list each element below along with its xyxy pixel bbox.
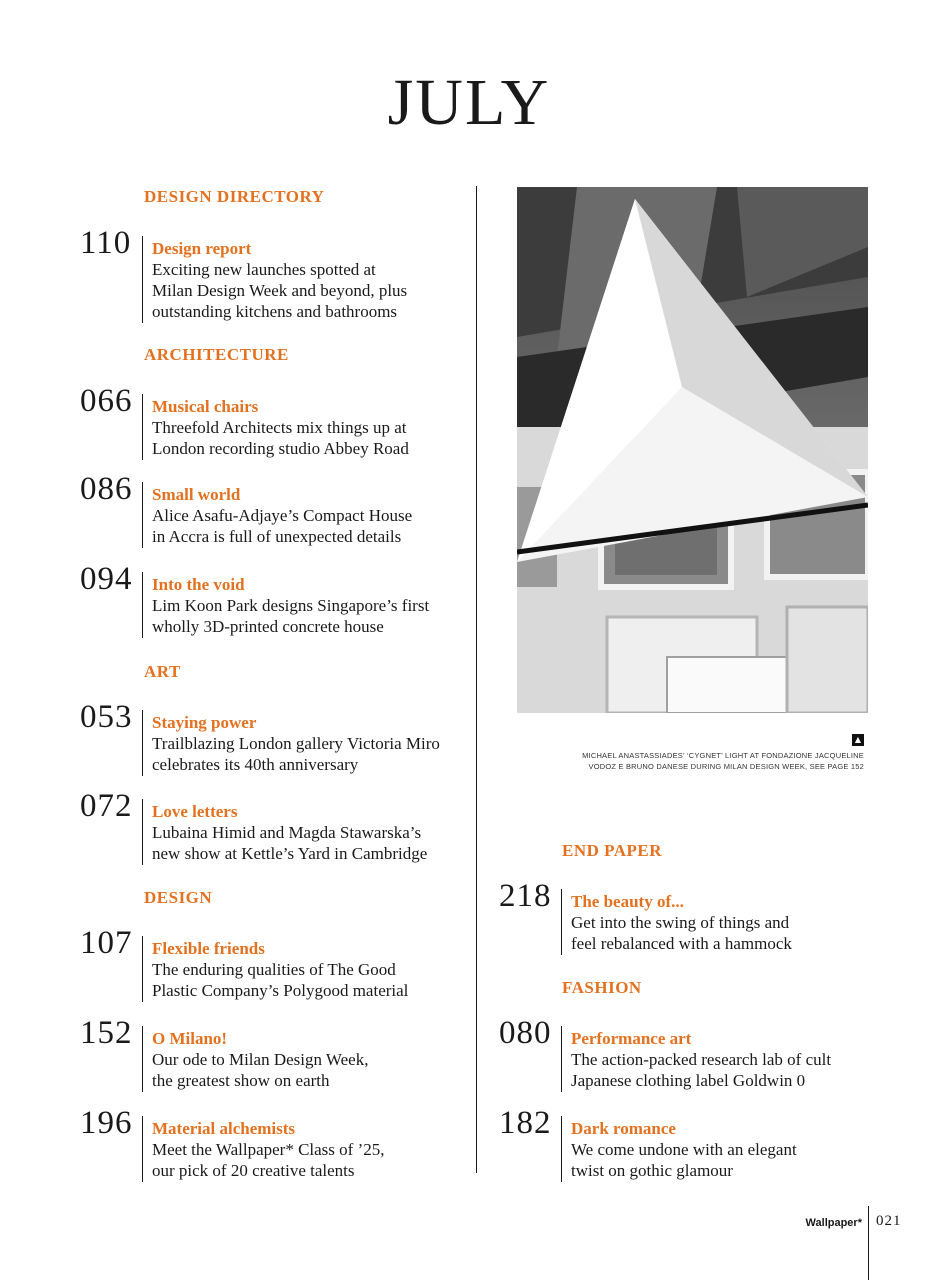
entry-title: Performance art bbox=[571, 1029, 692, 1048]
page-number: 152 bbox=[80, 1015, 133, 1051]
page-number: 110 bbox=[80, 225, 132, 261]
brand-logo: Wallpaper* bbox=[805, 1217, 862, 1229]
entry-title: Flexible friends bbox=[152, 939, 265, 958]
section-design: DESIGN bbox=[144, 888, 213, 907]
entry-title: Dark romance bbox=[571, 1119, 676, 1138]
entry-description: The enduring qualities of The Good Plastic Company’s Polygood material bbox=[152, 960, 409, 1000]
section-design-directory: DESIGN DIRECTORY bbox=[144, 187, 325, 206]
entry-description: Trailblazing London gallery Victoria Miro celebrates its 40th anniversary bbox=[152, 734, 440, 774]
entry-title: Into the void bbox=[152, 575, 245, 594]
column-divider bbox=[476, 186, 477, 1173]
page-number: 196 bbox=[80, 1105, 133, 1141]
entry-title: Love letters bbox=[152, 802, 238, 821]
cygnet-light-photo bbox=[517, 187, 868, 713]
entry-title: Material alchemists bbox=[152, 1119, 296, 1138]
entry-title: The beauty of... bbox=[571, 892, 684, 911]
page-number: 107 bbox=[80, 925, 133, 961]
page-number: 053 bbox=[80, 699, 133, 735]
entry-description: Threefold Architects mix things up at London recording studio Abbey Road bbox=[152, 418, 409, 458]
section-fashion: FASHION bbox=[562, 978, 642, 997]
page-number: 094 bbox=[80, 561, 133, 597]
footer-divider bbox=[868, 1206, 869, 1280]
entry-title: Small world bbox=[152, 485, 241, 504]
entry-title: Design report bbox=[152, 239, 252, 258]
entry-title: Staying power bbox=[152, 713, 257, 732]
page-number: 182 bbox=[499, 1105, 552, 1141]
folio-page-number: 021 bbox=[876, 1213, 902, 1229]
section-end-paper: END PAPER bbox=[562, 841, 663, 860]
entry-description: Lim Koon Park designs Singapore’s first wholly 3D-printed concrete house bbox=[152, 596, 430, 636]
photo-caption: MICHAEL ANASTASSIADES’ ‘CYGNET’ LIGHT AT FONDAZIONE JACQUELINE VODOZ E BRUNO DANESE DURING MILAN DESIGN WEEK, SEE PAGE 152 bbox=[582, 751, 864, 771]
entry-title: O Milano! bbox=[152, 1029, 228, 1048]
entry-description: We come undone with an elegant twist on gothic glamour bbox=[571, 1140, 797, 1180]
entry-description: Exciting new launches spotted at Milan Design Week and beyond, plus outstanding kitchens and bathrooms bbox=[152, 260, 408, 321]
page-number: 218 bbox=[499, 878, 552, 914]
page-number: 086 bbox=[80, 471, 133, 507]
entry-description: Our ode to Milan Design Week, the greatest show on earth bbox=[152, 1050, 369, 1090]
entry-title: Musical chairs bbox=[152, 397, 259, 416]
page-number: 066 bbox=[80, 383, 133, 419]
entry-description: Alice Asafu-Adjaye’s Compact House in Accra is full of unexpected details bbox=[152, 506, 413, 546]
page-title: JULY bbox=[387, 66, 551, 139]
arrow-up-icon: ▲ bbox=[852, 734, 864, 746]
section-architecture: ARCHITECTURE bbox=[144, 345, 289, 364]
entry-description: The action-packed research lab of cult Japanese clothing label Goldwin 0 bbox=[571, 1050, 832, 1090]
page-number: 080 bbox=[499, 1015, 552, 1051]
page-number: 072 bbox=[80, 788, 133, 824]
section-art: ART bbox=[144, 662, 181, 681]
entry-description: Get into the swing of things and feel rebalanced with a hammock bbox=[571, 913, 792, 953]
entry-description: Meet the Wallpaper* Class of ’25, our pick of 20 creative talents bbox=[152, 1140, 385, 1180]
entry-description: Lubaina Himid and Magda Stawarska’s new show at Kettle’s Yard in Cambridge bbox=[152, 823, 428, 863]
